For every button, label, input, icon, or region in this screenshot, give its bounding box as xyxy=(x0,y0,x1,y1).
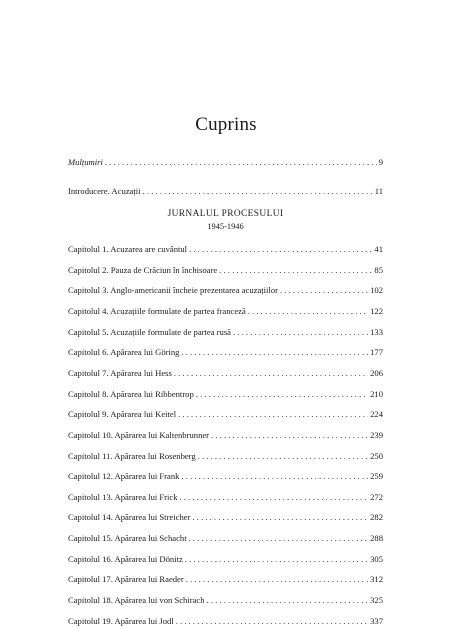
toc-chapter-entry xyxy=(68,429,383,442)
toc-entry-acknowledgements xyxy=(68,156,383,169)
toc-entry-label: Capitolul 10. Apărarea lui Kaltenbrunner xyxy=(68,429,210,440)
section-heading: JURNALUL PROCESULUI xyxy=(167,209,284,219)
dot-leader xyxy=(198,450,368,463)
toc-chapter-entry xyxy=(68,615,383,628)
toc-chapter-entry xyxy=(68,594,383,607)
toc-chapter-entry xyxy=(68,243,383,256)
dot-leader xyxy=(143,185,373,198)
toc-entry-label: Capitolul 8. Apărarea lui Ribbentrop xyxy=(68,388,194,399)
toc-entry-page: 325 xyxy=(370,595,383,605)
toc-chapter-entry xyxy=(68,553,383,566)
toc-entry-label: Capitolul 17. Apărarea lui Raeder xyxy=(68,574,184,585)
toc-entry-label: Capitolul 13. Apărarea lui Frick xyxy=(68,491,178,502)
toc-entry-page: 312 xyxy=(370,574,383,585)
toc-entry-page: 210 xyxy=(370,388,383,399)
dot-leader xyxy=(176,615,368,628)
toc-entry-page: 41 xyxy=(374,244,383,254)
toc-chapter-entry xyxy=(68,573,383,586)
dot-leader xyxy=(186,573,368,586)
toc-entry-label: Capitolul 14. Apărarea lui Streicher xyxy=(68,512,191,523)
toc-chapter-entry xyxy=(68,264,383,277)
toc-chapter-entry xyxy=(68,511,383,524)
toc-entry-introduction xyxy=(68,185,383,198)
toc-chapter-entry xyxy=(68,284,383,297)
dot-leader xyxy=(219,264,372,277)
page-title: Cuprins xyxy=(195,114,257,135)
toc-entry-label: Capitolul 7. Apărarea lui Hess xyxy=(68,367,172,378)
toc-entry-label: Capitolul 11. Apărarea lui Rosenberg xyxy=(68,450,196,461)
dot-leader xyxy=(180,491,369,504)
toc-entry-page: 305 xyxy=(370,553,383,564)
toc-entry-label: Capitolul 5. Acuzațiile formulate de partea rusă xyxy=(68,326,231,337)
toc-entry-label: Capitolul 16. Apărarea lui Dönitz xyxy=(68,553,183,564)
dot-leader xyxy=(280,284,368,297)
toc-chapter-entry xyxy=(68,470,383,483)
toc-entry-page: 282 xyxy=(370,512,383,523)
toc-entry-label: Capitolul 12. Apărarea lui Frank xyxy=(68,471,180,482)
toc-entry-page: 239 xyxy=(370,429,383,440)
toc-entry-page: 122 xyxy=(370,305,383,316)
dot-leader xyxy=(105,156,377,169)
toc-entry-label: Capitolul 2. Pauza de Crăciun în închisoare xyxy=(68,264,218,275)
toc-entry-page: 337 xyxy=(370,615,383,626)
toc-chapter-entry xyxy=(68,388,383,401)
toc-entry-page: 288 xyxy=(370,533,383,544)
toc-entry-page: 250 xyxy=(370,450,383,461)
dot-leader xyxy=(178,408,368,421)
toc-entry-page: 85 xyxy=(374,264,383,275)
toc-chapter-entry xyxy=(68,450,383,463)
dot-leader xyxy=(181,346,368,359)
dot-leader xyxy=(189,243,372,256)
toc-entry-label: Capitolul 3. Anglo-americanii încheie prezentarea acuzațiilor xyxy=(68,285,278,296)
toc-entry-label: Capitolul 19. Apărarea lui Jodl xyxy=(68,615,174,626)
toc-entry-page: 133 xyxy=(370,326,383,337)
dot-leader xyxy=(192,511,368,524)
toc-chapter-entry xyxy=(68,367,383,380)
toc-entry-page: 259 xyxy=(370,471,383,482)
toc-entry-page: 11 xyxy=(374,186,383,196)
dot-leader xyxy=(174,367,368,380)
section-years: 1945-1946 xyxy=(207,222,244,231)
dot-leader xyxy=(181,470,368,483)
dot-leader xyxy=(211,429,368,442)
toc-entry-page: 177 xyxy=(370,347,383,358)
toc-entry-label: Capitolul 9. Apărarea lui Keitel xyxy=(68,409,177,420)
toc-entry-label: Capitolul 1. Acuzarea are cuvântul xyxy=(68,244,188,254)
dot-leader xyxy=(248,305,368,318)
toc-entry-label: Capitolul 18. Apărarea lui von Schirach xyxy=(68,595,205,605)
toc-entry-page: 9 xyxy=(378,157,383,167)
toc-chapter-entry xyxy=(68,326,383,339)
dot-leader xyxy=(189,532,369,545)
toc-entry-page: 206 xyxy=(370,367,383,378)
dot-leader xyxy=(207,594,369,607)
toc-entry-page: 102 xyxy=(370,285,383,296)
toc-entry-label: Mulțumiri xyxy=(68,157,103,167)
toc-entry-label: Introducere. Acuzații xyxy=(68,186,141,196)
toc-chapter-entry xyxy=(68,305,383,318)
toc-entry-page: 224 xyxy=(370,409,383,420)
toc-chapter-entry xyxy=(68,346,383,359)
dot-leader xyxy=(233,326,368,339)
toc-chapter-entry xyxy=(68,408,383,421)
toc-entry-label: Capitolul 4. Acuzațiile formulate de partea franceză xyxy=(68,305,246,316)
toc-entry-page: 272 xyxy=(370,491,383,502)
dot-leader xyxy=(185,553,368,566)
toc-entry-label: Capitolul 15. Apărarea lui Schacht xyxy=(68,533,187,544)
toc-entry-label: Capitolul 6. Apărarea lui Göring xyxy=(68,347,180,358)
dot-leader xyxy=(196,388,368,401)
toc-chapter-entry xyxy=(68,532,383,545)
toc-chapter-entry xyxy=(68,491,383,504)
